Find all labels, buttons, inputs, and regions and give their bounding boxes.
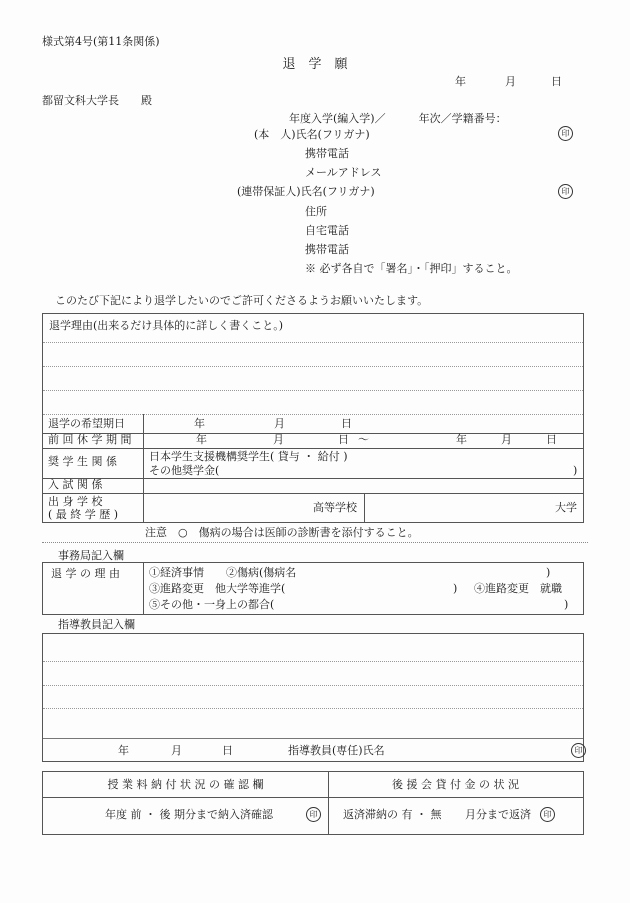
date-year-label: 年 [455, 75, 466, 88]
guarantor-name-label: (連帯保証人)氏名(フリガナ) [237, 185, 375, 198]
scholarship-paren: ) [573, 464, 578, 477]
advisor-writing-line [43, 685, 583, 686]
office-reason-line2b: ④進路変更 就職 [474, 582, 562, 595]
reason-writing-line [43, 342, 583, 343]
tuition-left-header: 授 業 料 納 付 状 況 の 確 認 欄 [107, 778, 264, 791]
office-paren-3: ) [564, 598, 569, 611]
tuition-table [42, 771, 584, 835]
leave-to-year: 年 [456, 433, 467, 446]
leave-from-day: 日 [338, 433, 349, 446]
main-table [42, 313, 584, 523]
office-reason-label: 退 学 の 理 由 [51, 567, 120, 580]
advisor-date-month: 月 [171, 744, 182, 757]
office-reason-line3: ⑤その他・一身上の都合( [149, 598, 275, 611]
label-school-1: 出 身 学 校 [48, 495, 103, 508]
office-paren-2: ) [453, 582, 458, 595]
reason-writing-line [43, 390, 583, 391]
leave-tilde: ～ [358, 433, 369, 446]
advisor-writing-line [43, 708, 583, 709]
leave-from-month: 月 [273, 433, 284, 446]
guarantor-seal-icon: 印 [558, 184, 573, 199]
form-number: 様式第4号(第11条関係) [42, 35, 160, 48]
request-sentence: このたび下記により退学したいのでご許可くださるようお願いいたします。 [55, 294, 429, 307]
signature-note: ※ 必ず各自で「署名」・「押印」すること。 [305, 262, 518, 275]
label-scholarship: 奨 学 生 関 係 [48, 455, 117, 468]
addressee: 都留文科大学長 殿 [42, 94, 152, 107]
office-section-heading: 事務局記入欄 [58, 549, 124, 562]
advisor-date-day: 日 [222, 744, 233, 757]
office-table [42, 562, 584, 615]
tuition-left-text: 年度 前 ・ 後 期分まで納入済確認 [105, 808, 273, 821]
tuition-seal-icon: 印 [306, 807, 321, 822]
applicant-mobile-label: 携帯電話 [305, 147, 349, 160]
applicant-name-label: (本 人)氏名(フリガナ) [254, 128, 370, 141]
advisor-seal-icon: 印 [571, 743, 586, 758]
advisor-date-year: 年 [118, 744, 129, 757]
repayment-seal-icon: 印 [540, 807, 555, 822]
form-title: 退 学 願 [282, 57, 348, 72]
label-leave-period: 前 回 休 学 期 間 [48, 433, 132, 446]
guarantor-mobile-label: 携帯電話 [305, 243, 349, 256]
school-high-label: 高等学校 [313, 501, 357, 514]
desired-date-day: 日 [341, 417, 352, 430]
label-desired-date: 退学の希望期日 [48, 417, 125, 430]
section-separator [42, 542, 588, 543]
date-day-label: 日 [551, 75, 562, 88]
advisor-writing-line [43, 661, 583, 662]
desired-date-month: 月 [274, 417, 285, 430]
advisor-name-label: 指導教員(専任)氏名 [288, 744, 385, 757]
school-univ-label: 大学 [555, 501, 577, 514]
date-month-label: 月 [505, 75, 516, 88]
reason-header: 退学理由(出来るだけ具体的に詳しく書くこと。) [49, 319, 284, 332]
leave-to-day: 日 [546, 433, 557, 446]
repayment-status-text: 返済滞納の 有 ・ 無 [343, 808, 442, 821]
leave-from-year: 年 [196, 433, 207, 446]
scholarship-line2: その他奨学金( [149, 464, 220, 477]
admission-year-line: 年度入学(編入学)／ 年次／学籍番号： [289, 112, 507, 125]
advisor-section-heading: 指導教員記入欄 [58, 618, 135, 631]
guarantor-address-label: 住所 [305, 205, 327, 218]
applicant-seal-icon: 印 [558, 126, 573, 141]
reason-writing-line [43, 414, 583, 415]
office-paren-1: ) [546, 566, 551, 579]
label-school-2: ( 最 終 学 歴 ) [48, 508, 119, 521]
applicant-email-label: メールアドレス [305, 166, 382, 179]
reason-writing-line [43, 366, 583, 367]
advisor-box [42, 633, 584, 762]
tuition-right-header: 後 援 会 貸 付 金 の 状 況 [392, 778, 519, 791]
office-reason-line2: ③進路変更 他大学等進学( [149, 582, 286, 595]
desired-date-year: 年 [194, 417, 205, 430]
guarantor-home-phone-label: 自宅電話 [305, 224, 349, 237]
notice-line: 注意 ○ 傷病の場合は医師の診断書を添付すること。 [145, 526, 419, 539]
scholarship-line1: 日本学生支援機構奨学生( 貸与 ・ 給付 ) [149, 450, 348, 463]
leave-to-month: 月 [501, 433, 512, 446]
office-reason-line1: ①経済事情 ②傷病(傷病名 [149, 566, 297, 579]
label-entrance-exam: 入 試 関 係 [48, 478, 103, 491]
repayment-month-text: 月分まで返済 [465, 808, 531, 821]
